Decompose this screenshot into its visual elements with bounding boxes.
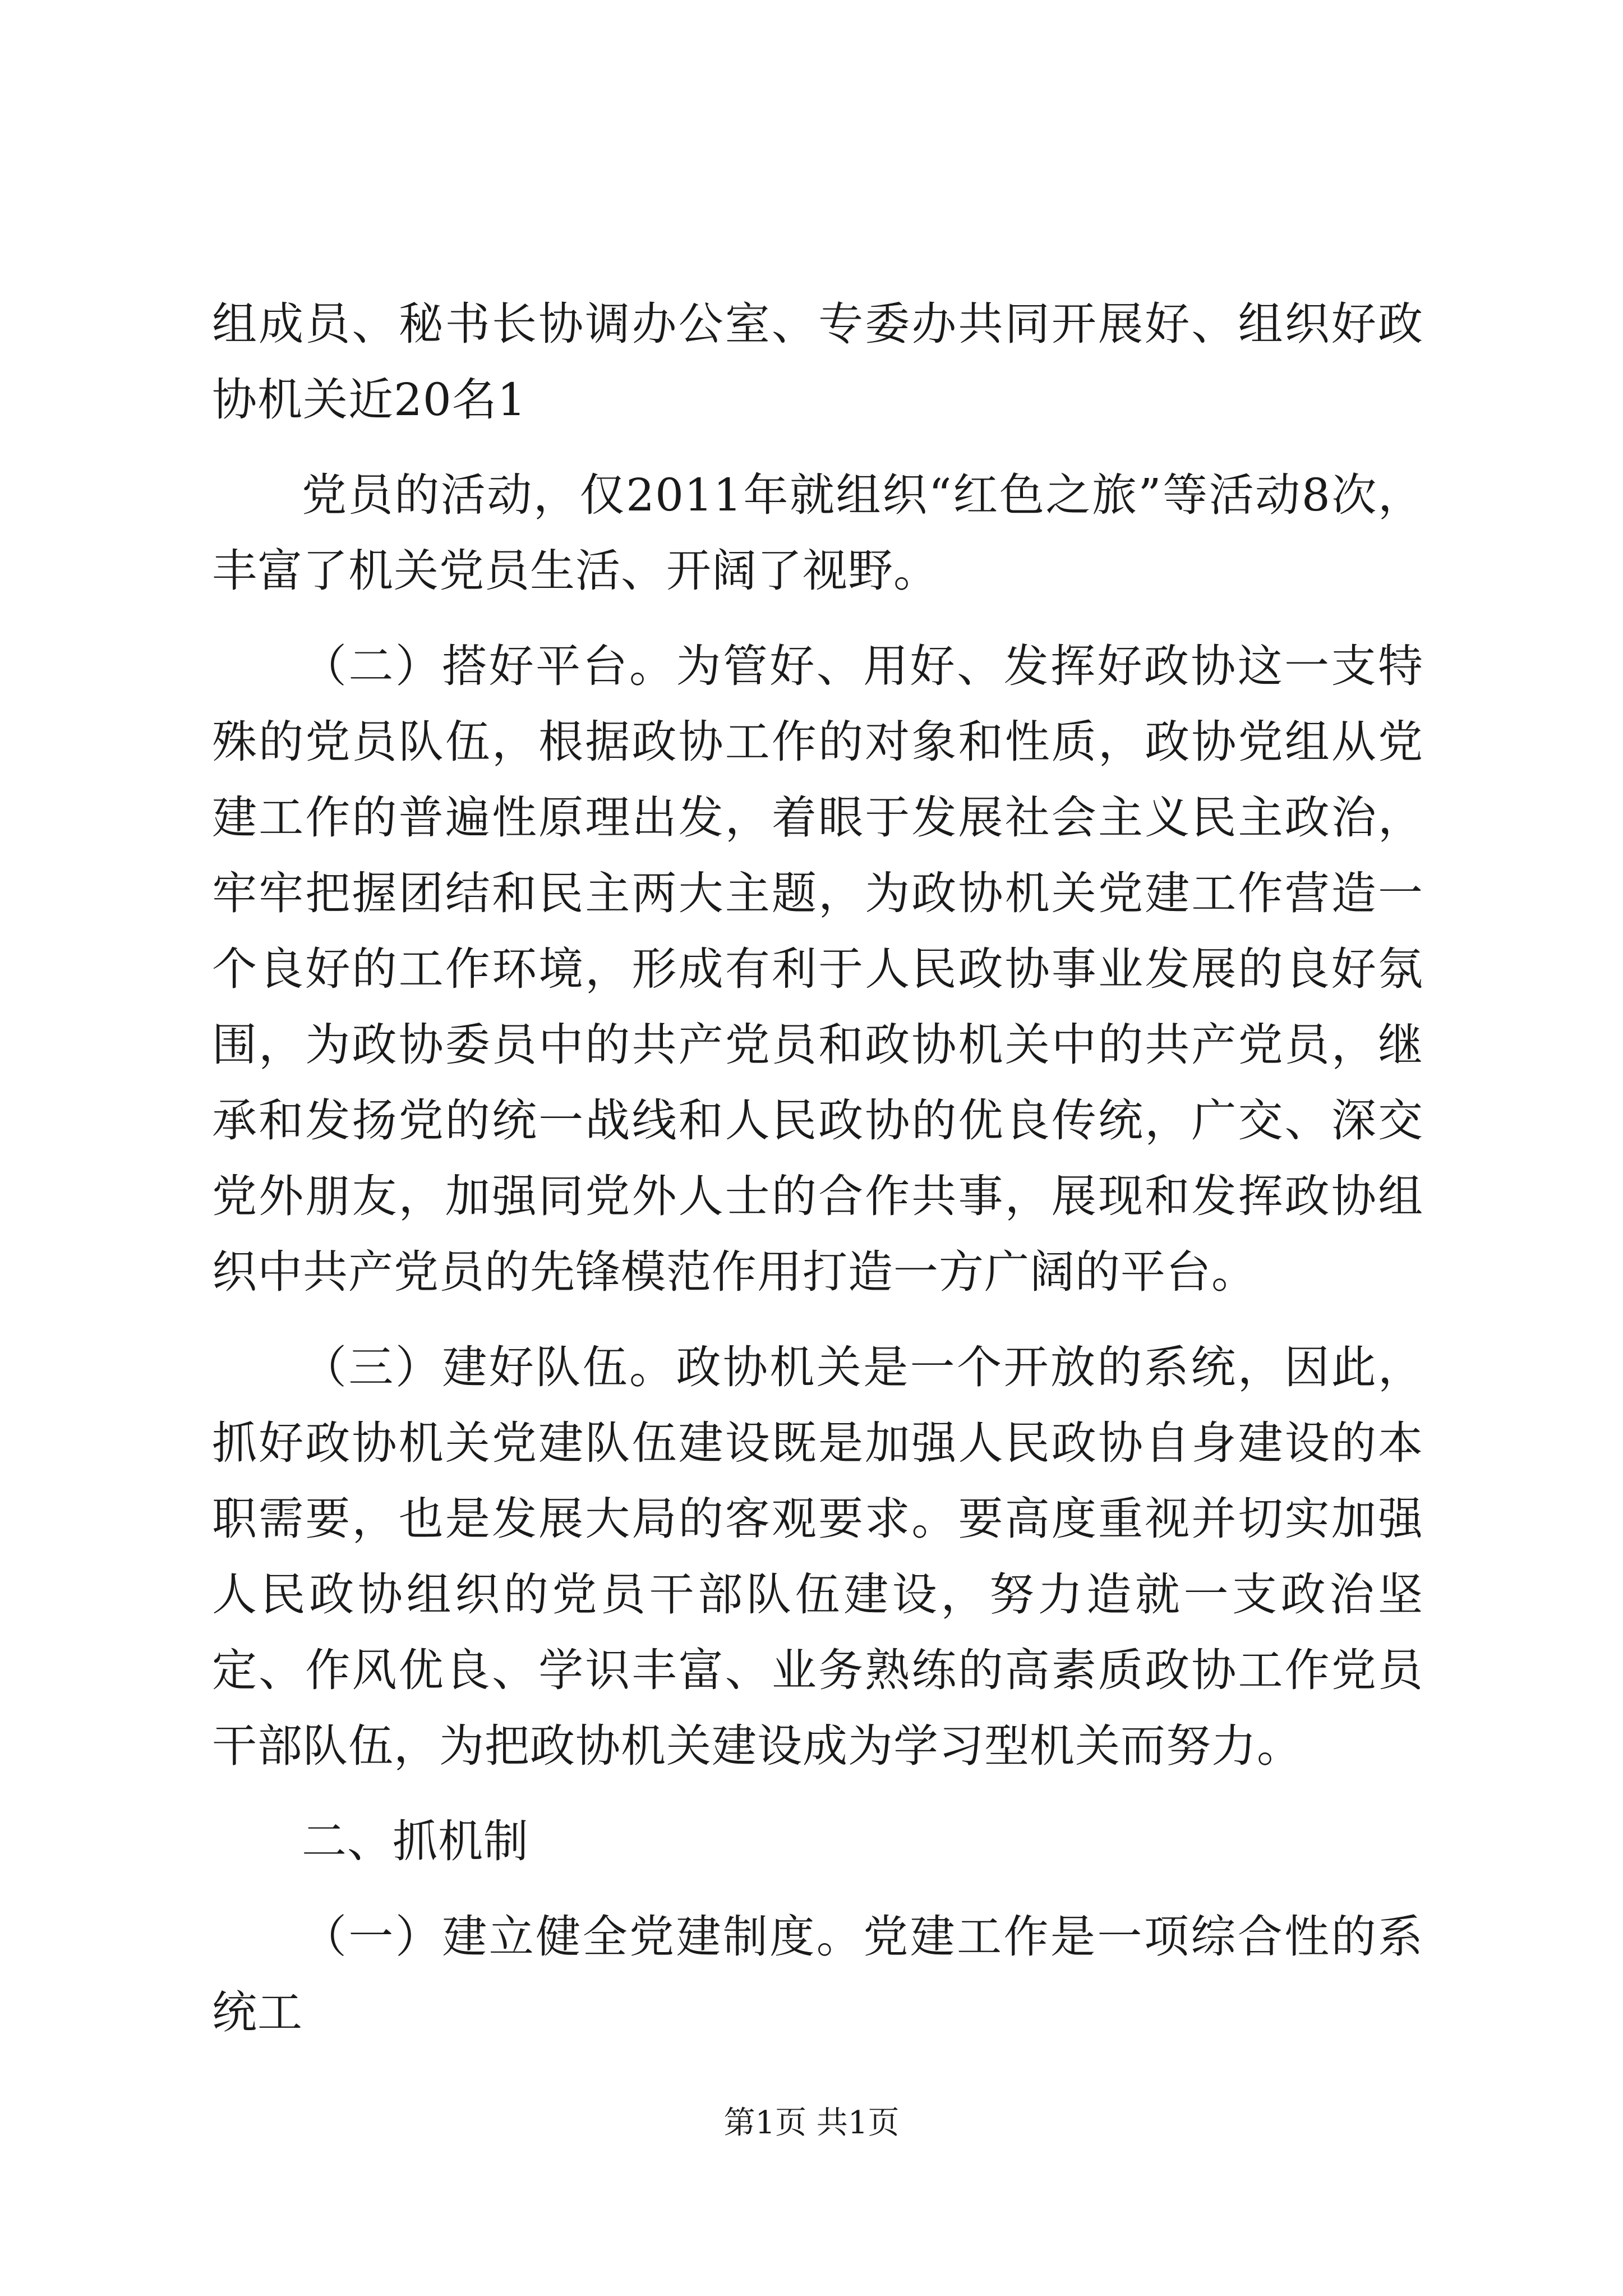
paragraph-build-team: （三）建好队伍。政协机关是一个开放的系统，因此，抓好政协机关党建队伍建设既是加强人民政协自身建设的本职需要，也是发展大局的客观要求。要高度重视并切实加强人民政协组织的党员干部队伍建设，努力造就一支政治坚定、作风优良、学识丰富、业务熟练的高素质政协工作党员干部队伍，为把政协机关建设成为学习型机关而努力。	[212, 1341, 1423, 1772]
paragraph-continuation: 组成员、秘书长协调办公室、专委办共同开展好、组织好政协机关近20名1	[212, 298, 1423, 426]
paragraph-party-activities: 党员的活动，仅2011年就组织“红色之旅”等活动8次，丰富了机关党员生活、开阔了视野。	[212, 469, 1423, 597]
paragraph-party-system: （一）建立健全党建制度。党建工作是一项综合性的系统工	[212, 1911, 1423, 2039]
document-body	[212, 286, 1423, 2070]
page-footer: 第1页 共1页	[723, 2105, 900, 2141]
section-heading-mechanism: 二、抓机制	[302, 1815, 529, 1867]
paragraph-build-platform: （二）搭好平台。为管好、用好、发挥好政协这一支特殊的党员队伍，根据政协工作的对象和性质，政协党组从党建工作的普遍性原理出发，着眼于发展社会主义民主政治，牢牢把握团结和民主两大主题，为政协机关党建工作营造一个良好的工作环境，形成有利于人民政协事业发展的良好氛围，为政协委员中的共产党员和政协机关中的共产党员，继承和发扬党的统一战线和人民政协的优良传统，广交、深交党外朋友，加强同党外人士的合作共事，展现和发挥政协组织中共产党员的先锋模范作用打造一方广阔的平台。	[212, 640, 1423, 1298]
